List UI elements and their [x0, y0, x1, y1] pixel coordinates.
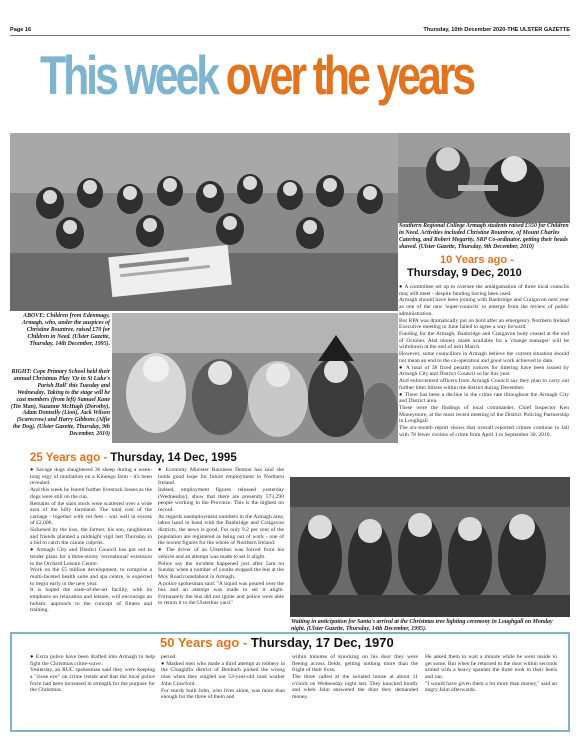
paragraph: For sturdy built John, who lives alone, was more than enough for the three of them and [161, 687, 285, 701]
paragraph: However, some councillors in Armagh believe the current situation should not mean an end to the co-operation and good work achieved to date. [399, 351, 569, 364]
paragraph: These were the findings of local commander, Chief Inspector Ken Moneymore, at the most recent meeting of the District Policing Partnership in Loughgall. [399, 405, 569, 425]
paragraph: The three called at the isolated house at about 11 o'clock on Wednesday night last. They knocked loudly and when John answered the door they demanded money. [292, 674, 418, 700]
paragraph: ● Economy Minister Baroness Denton has said she holds good hope for future employment in Northern Ireland. [158, 467, 284, 487]
paragraph: Remains of the slain stock were scattered over a wide area of the hilly farmland. The total cost of the carnage - together with vet fees - was well in excess of £2,000. [30, 500, 152, 527]
paragraph: within minutes of knocking on his door they were fleeing across fields, getting nothing more than the fright of their lives. [292, 654, 418, 674]
paragraph: Police say the incident happened just after 5am on Sunday when a number of youths stopped the bus at the Moy Road roundabout in Armagh. [158, 560, 284, 580]
caption-above: ABOVE: Children from Edenmagy, Armagh, who, under the auspices of Christine Rountree, raised £70 for Children in Need. (Ulster Gazette, Thursday, 14th December, 1995). [22, 313, 110, 347]
paragraph: A police spokesman said: "A liquid was poured over the bus and an attempt was made to set it alight. Fortunately the bus did not ignite and police were able to return it to the Ulsterbus yard." [158, 580, 284, 607]
paragraph: ● Masked men who made a third attempt at robbery in the Cloughfin district of Benburb picked the wrong man when they singled out 53-year-old road worker John Crawford. [161, 660, 285, 687]
paragraph: Yesterday, an RUC spokesman said they were keeping a "close eye" on crime trends and that the local police force had been increased in strength for the purpose for the Christmas [30, 667, 155, 694]
paragraph: As regards unemployment numbers in the Armagh area, taken hand in hand with the Banbridge and Craigavon districts, the news is good. For only 9.2 per cent of the population are registered as being out of work - one of the lowest figures for the whole of Northern Ireland. [158, 513, 284, 547]
photo-head-shaving [398, 133, 570, 223]
paragraph: It is hoped the state-of-the-art facility, with its emphasis on relaxation and leisure, will encourage an holistic approach to the concept of fitness and training. [30, 587, 152, 614]
article-50-years-col1 [30, 654, 155, 728]
paragraph: And enforcement officers from Armagh Council say they plan to carry out further litter blitzes within the district during December. [399, 378, 569, 391]
paragraph: Armagh should have been joining with Banbridge and Craigavon next year as one of the new 'super-councils' to emerge from the review of public administration. [399, 297, 569, 317]
heading-25-years [30, 451, 237, 465]
article-25-years-col1 [30, 467, 152, 631]
paragraph: ● Armagh City and District Council has put out to tender plans for a three-storey 'recreational' extension to the Orchard Leisure Centre. [30, 547, 152, 567]
article-50-years-col4 [425, 654, 557, 728]
masthead-part1: This week [40, 44, 217, 106]
date-10-years [407, 267, 522, 280]
paragraph: period. [161, 654, 177, 660]
page-number: Page 16 [10, 27, 32, 33]
header-rule [10, 35, 570, 36]
date-label-10: Thursday, 9 Dec, 2010 [407, 267, 522, 279]
paragraph: ● There has been a decline in the crime rate throughout the Armagh City and District area. [399, 391, 569, 405]
paragraph: And this week he feared further livestock losses as the dogs were still on the run. [30, 487, 152, 500]
caption-head-shaving: Southern Regional College Armagh students raised £550 for Children in Need. Activities included Christine Rountree, of Mount Charles Catering, and Robert Megarity, SRP Co-ordinator, getting their heads shaved. (Ulster Gazette, Thursday, 9th December, 2010) [399, 223, 569, 250]
photo-children-cheque [10, 133, 398, 311]
years-label-25: 25 Years ago - [30, 452, 108, 464]
paragraph: Sickened by the loss, the farmer, his son, neighbours and friends planned a midnight vigil last Thursday in a bid to catch the canine culprits. [30, 527, 152, 547]
paragraph: "I would have given them a lot more than money," said an angry John afterwards. [425, 680, 557, 694]
article-25-years-col2 [158, 467, 284, 631]
article-10-years [399, 284, 569, 467]
heading-10-years [440, 254, 514, 267]
paragraph: But RPA was dramatically put on hold after an emergency Northern Ireland Executive meeting in June failed to agree a way forward. [399, 317, 569, 331]
paragraph: ● Savage dogs slaughtered 36 sheep during a week-long orgy of mutilation on a Kinnego farm - it's been revealed. [30, 467, 152, 487]
paragraph: ● A committee set up to oversee the amalgamation of three local councils may still meet - despite funding having been used. [399, 284, 569, 297]
paragraph: Funding for the Armagh, Banbridge and Craigavon body ceased at the end of October. And money made available for a 'change manager' will be withdrawn at the end of next March. [399, 331, 569, 351]
issue-dateline: Thursday, 10th December 2020-THE ULSTER GAZETTE [423, 27, 570, 33]
paragraph: ● A total of 38 fixed penalty notices for littering have been issued by Armagh City and District Council so far this year. [399, 364, 569, 378]
paragraph: ● Extra police have been drafted into Armagh to help fight the Christmas crime-wave. [30, 654, 155, 667]
date-label-50: Thursday, 17 Dec, 1970 [250, 635, 394, 650]
photo-santa-crowd [290, 477, 570, 617]
paragraph: The six-month report shows that overall reported crimes continue to fall with 78 fewer victims of crime from April 1 to September 30, 2010. [399, 425, 569, 438]
years-label-50: 50 Years ago - [160, 635, 248, 650]
section-masthead [40, 44, 473, 106]
paragraph: Indeed, employment figures released yesterday (Wednesday), show that there are presently 573,290 people working in the Province. This is the highest on record. [158, 487, 284, 513]
heading-50-years [160, 635, 394, 651]
date-label-25: Thursday, 14 Dec, 1995 [110, 452, 237, 464]
paragraph: ● The driver of an Ulsterbus was forced from his vehicle and an attempt was made to set it alight. [158, 547, 284, 560]
caption-santa: Waiting in anticipation for Santa's arrival at the Christmas tree lighting ceremony in Loughgall on Monday night. (Ulster Gazette, Thursday, 14th December, 1995). [291, 619, 553, 632]
masthead-part2: over the years [216, 44, 474, 106]
years-label-10: 10 Years ago - [440, 254, 514, 266]
paragraph: He asked them to wait a minute while he went inside to get some. But when he returned to the door within seconds armed with a heavy spanner the three took to their heels and ran. [425, 654, 557, 680]
paragraph: Work on the £5 million development, to comprise a multi-faceted health suite and spa centre, is expected to begin early in the new year. [30, 567, 152, 587]
caption-right: RIGHT: Cope Primary School held their annual Christmas Play 'Oz in St Luke's Parish Hall' this Tuesday and Wednesday. Taking to the stage will be cast members (from left) Samuel Kane (Tin Man), Suzanne McHugh (Dorothy), Adam Donnelly (Lion), Jack Wilson (Scarecrow) and Harry Gibbons (Alfie the Dog). (Ulster Gazette, Thursday, 9th December, 2010) [10, 369, 110, 438]
article-50-years-col3 [292, 654, 418, 728]
article-50-years-col2 [161, 654, 285, 728]
photo-christmas-play [112, 313, 398, 443]
